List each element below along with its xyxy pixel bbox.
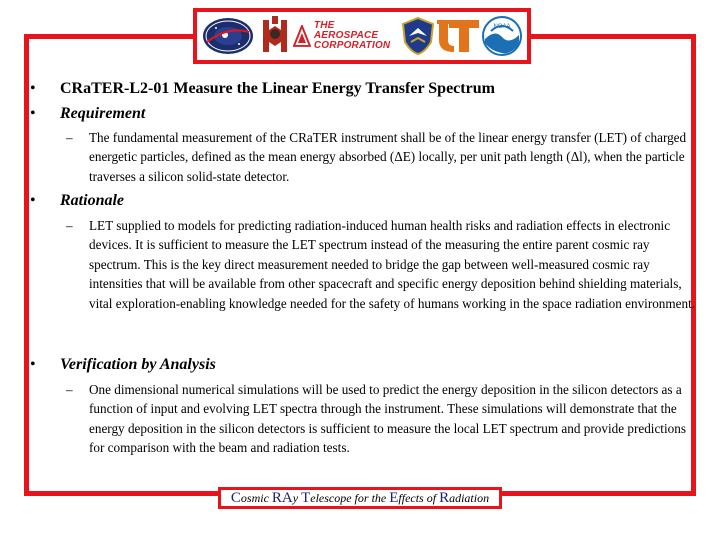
rationale-paragraph [66,216,696,313]
footer-osmic: osmic [240,490,272,505]
verification-text: One dimensional numerical simulations will be used to predict the energy deposition in the silicon detectors as a function of input and evolving LET spectra through the instrument. These simulations will demonstrate that the energy deposition in the silicon detectors is sufficient to measure the local LET spectrum and provide predictions for comparison with the beam and radiation tests. [89,382,686,456]
footer-t: T [301,489,311,506]
verification-paragraph [66,380,696,458]
dash-marker: – [66,218,73,233]
bullet-title [30,79,495,99]
rationale-text: LET supplied to models for predicting radiation-induced human health risks and radiation effects in electronic devices. It is sufficient to measure the LET spectrum instead of the measuring the entire parent cosmic ray spectrum. This is the key direct measurement needed to bridge the gap between well-measured cosmic ray intensities that will be available from other spacecraft and specific energy deposition behind shielding materials, vital exploration-enabling knowledge needed for the safety of humans working in the space radiation environment. [89,218,696,311]
requirement-paragraph [66,128,696,186]
verification-heading: Verification by Analysis [60,356,216,373]
bullet-marker: • [30,356,36,373]
footer-elescope: elescope for the [310,490,390,505]
footer-r: R [439,489,450,506]
footer-banner [218,487,502,509]
bullet-marker: • [30,105,36,122]
bullet-requirement [30,104,145,124]
bullet-marker: • [30,80,36,97]
footer-e: E [389,489,399,506]
requirement-id-title: CRaTER-L2-01 Measure the Linear Energy Transfer Spectrum [60,80,495,97]
aerospace-line2: CORPORATION [313,40,391,51]
bullet-marker: • [30,192,36,209]
bullet-verification [30,355,216,375]
requirement-text: The fundamental measurement of the CRaTER instrument shall be of the linear energy transfer (LET) of charged energetic particles, defined as the mean energy absorbed (ΔE) locally, per unit path length (Δl), when the particle traverses a silicon solid-state detector. [89,130,687,184]
footer-adiation: adiation [449,490,490,505]
dash-marker: – [66,382,73,397]
bullet-rationale [30,191,124,211]
footer-ffects: ffects of [398,490,440,505]
footer-ra: RA [271,489,293,506]
rationale-heading: Rationale [60,192,125,209]
requirement-heading: Requirement [60,105,146,122]
footer-y: y [292,490,302,505]
aerospace-line1: THE AEROSPACE [313,20,379,41]
dash-marker: – [66,130,73,145]
noaa-label: NOAA [493,24,511,30]
footer-c: C [230,489,241,506]
